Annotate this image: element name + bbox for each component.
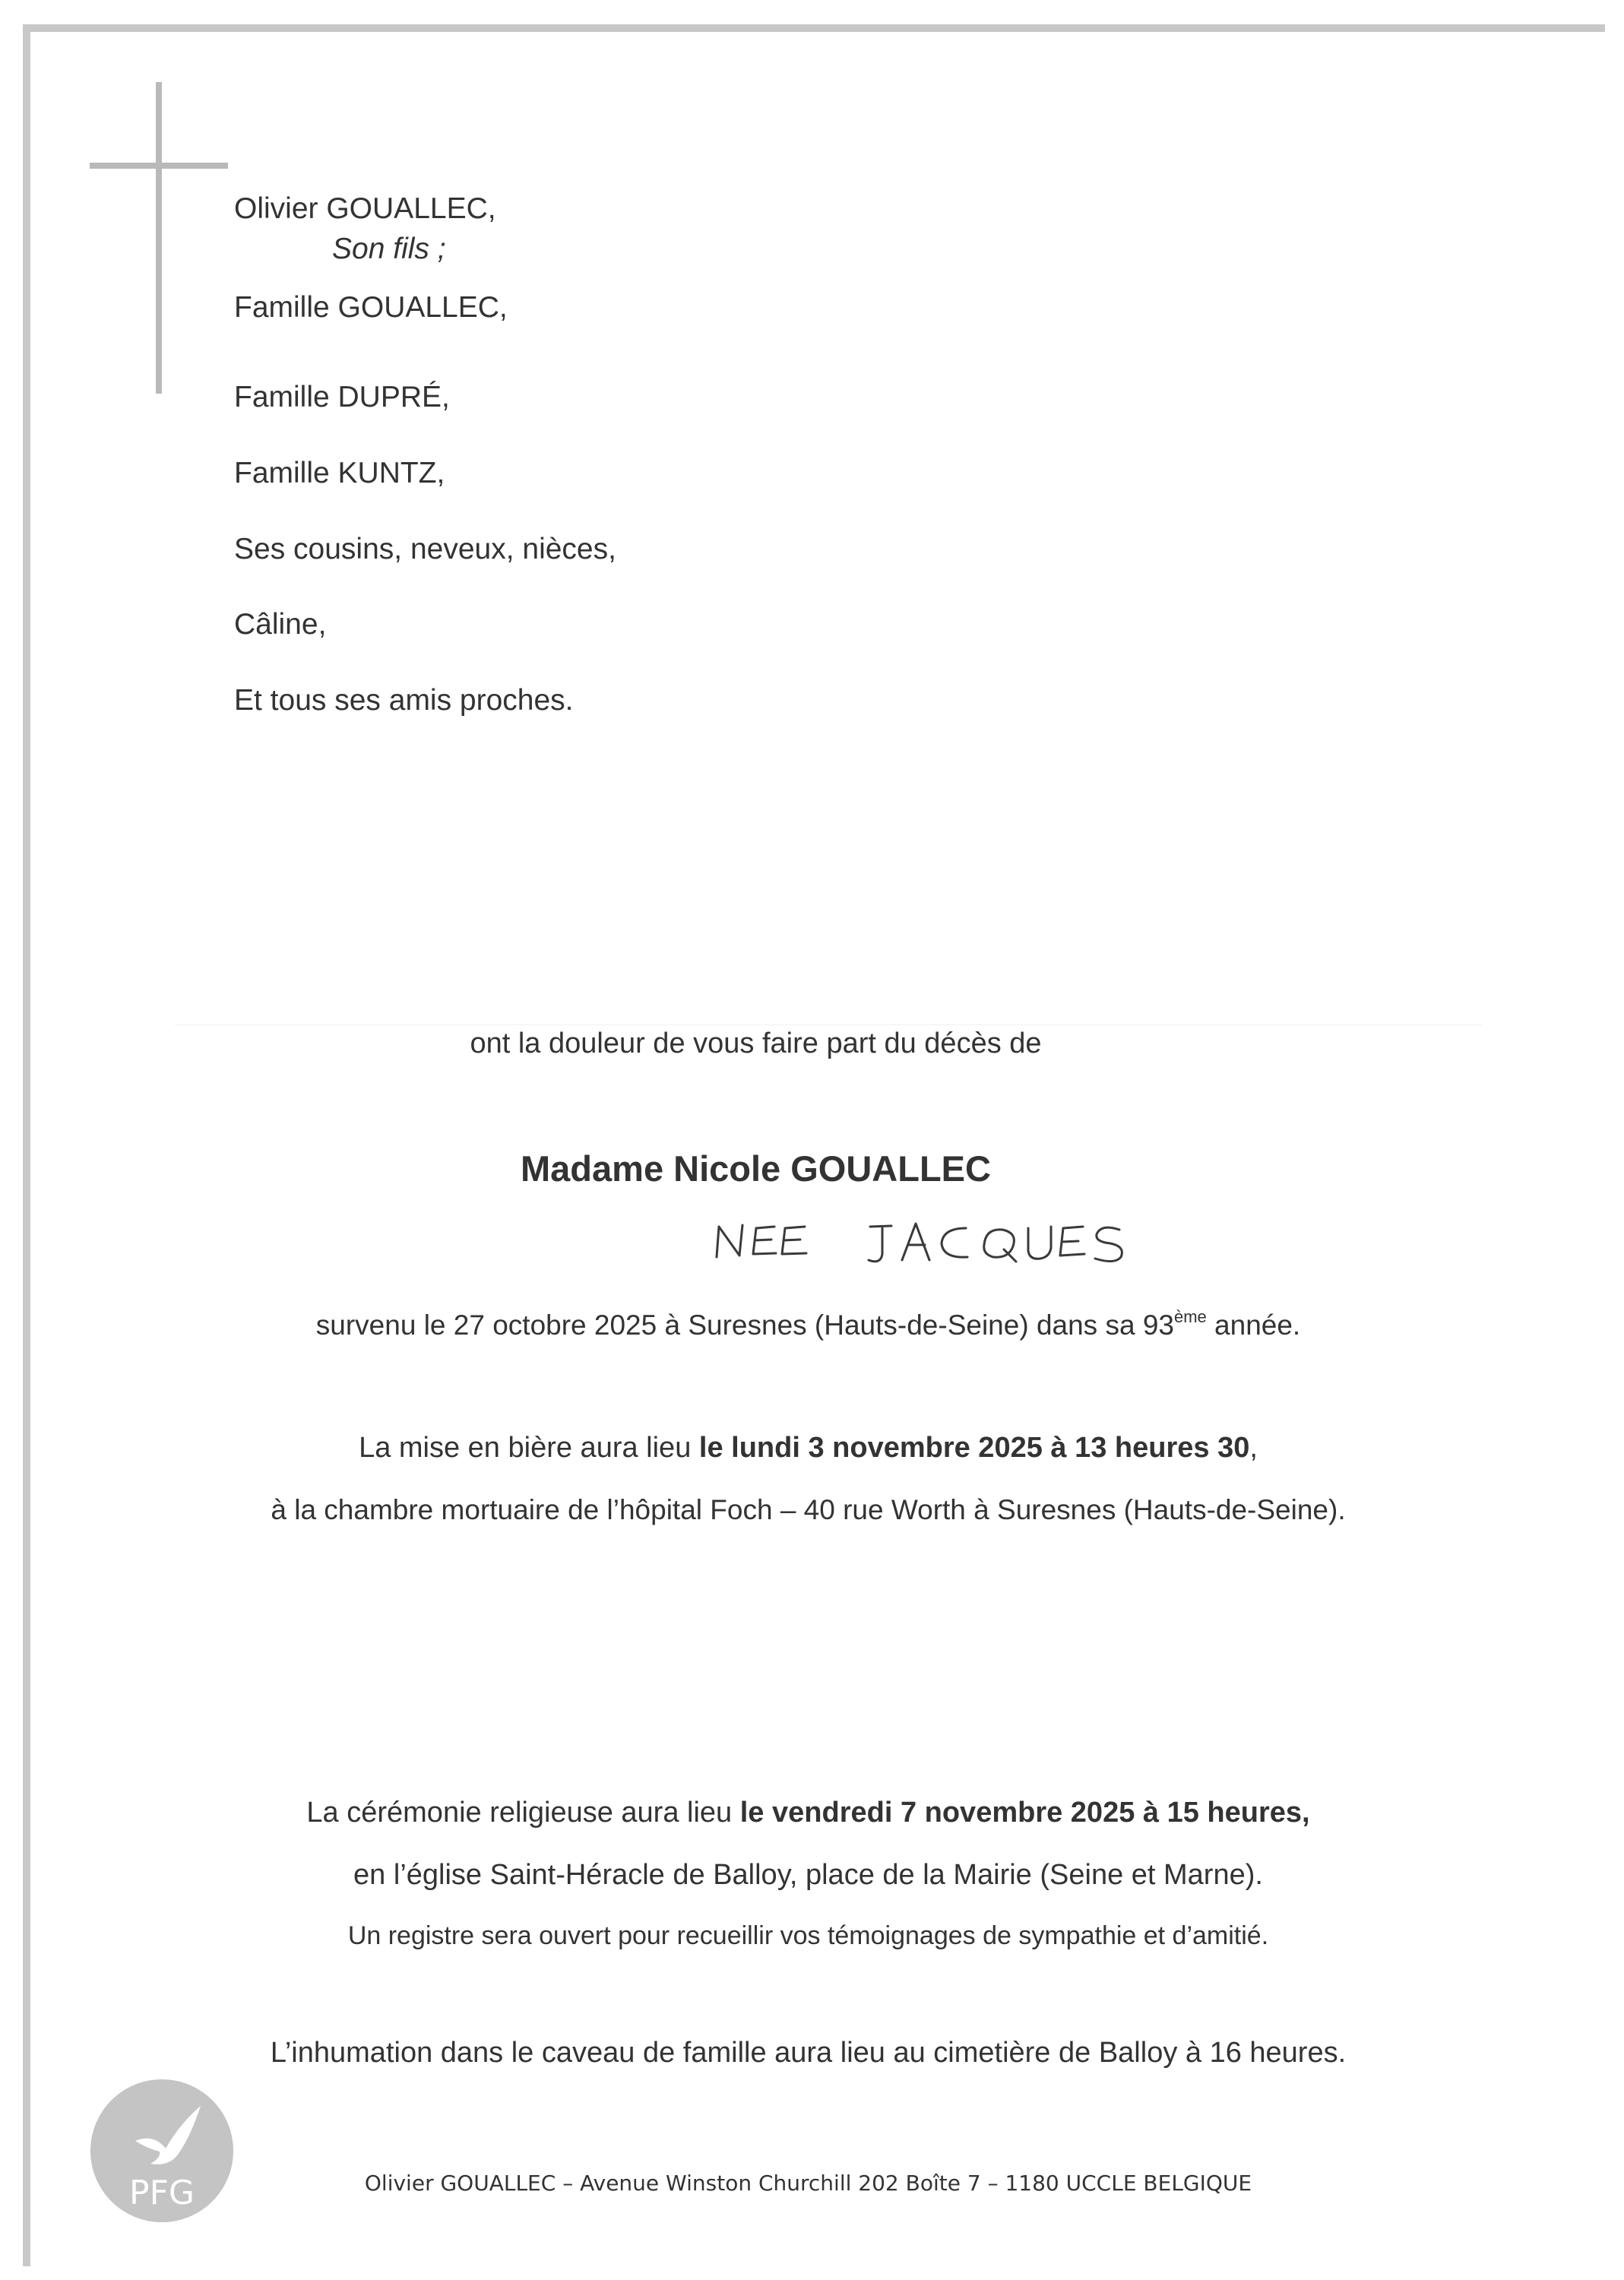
ceremony-text: La cérémonie religieuse aura lieu: [306, 1797, 740, 1829]
cross-horizontal-bar: [90, 163, 228, 169]
burial-info: L’inhumation dans le caveau de famille aura lieu au cimetière de Balloy à 16 heures.: [270, 2037, 1347, 2069]
deceased-name: Madame Nicole GOUALLEC: [521, 1148, 991, 1189]
family-line-kuntz: Famille KUNTZ,: [234, 457, 445, 489]
footer-address: Olivier GOUALLEC – Avenue Winston Churchill 202 Boîte 7 – 1180 UCCLE BELGIQUE: [364, 2171, 1252, 2196]
divider: [175, 1024, 1482, 1025]
death-superscript: ème: [1173, 1307, 1207, 1326]
ceremony-date: le vendredi 7 novembre 2025 à 15 heures,: [739, 1797, 1310, 1829]
register-note: Un registre sera ouvert pour recueillir vos témoignages de sympathie et d’amitié.: [347, 1921, 1269, 1950]
ceremony-location: en l’église Saint-Héracle de Balloy, place de la Mairie (Seine et Marne).: [353, 1859, 1263, 1891]
announcement-intro: ont la douleur de vous faire part du décès de: [470, 1028, 1042, 1059]
bier-location: à la chambre mortuaire de l’hôpital Foch – 40 rue Worth à Suresnes (Hauts-de-Seine).: [271, 1494, 1346, 1525]
son-role: Son fils ;: [332, 233, 446, 265]
bier-text-end: ,: [1249, 1432, 1258, 1464]
death-details: [0, 1307, 1620, 1341]
family-line-cousins: Ses cousins, neveux, nièces,: [234, 533, 616, 565]
scan-border-top: [23, 24, 1605, 32]
family-line-friends: Et tous ses amis proches.: [234, 684, 574, 717]
ceremony-line: [0, 1798, 1620, 1827]
son-name: Olivier GOUALLEC,: [234, 192, 496, 225]
family-line-dupre: Famille DUPRÉ,: [234, 381, 450, 413]
death-text-end: année.: [1206, 1309, 1301, 1341]
handwritten-annotation: [711, 1218, 1136, 1272]
family-line-caline: Câline,: [234, 608, 327, 641]
cross-vertical-bar: [156, 82, 162, 394]
pfg-logo: [90, 2079, 234, 2223]
death-text: survenu le 27 octobre 2025 à Suresnes (Hauts-de-Seine) dans sa 93: [315, 1309, 1174, 1341]
logo-text: PFG: [129, 2174, 195, 2212]
bier-text: La mise en bière aura lieu: [359, 1432, 699, 1464]
family-line-gouallec: Famille GOUALLEC,: [234, 291, 508, 324]
bier-date: le lundi 3 novembre 2025 à 13 heures 30: [698, 1432, 1250, 1464]
bier-line: [0, 1433, 1620, 1462]
